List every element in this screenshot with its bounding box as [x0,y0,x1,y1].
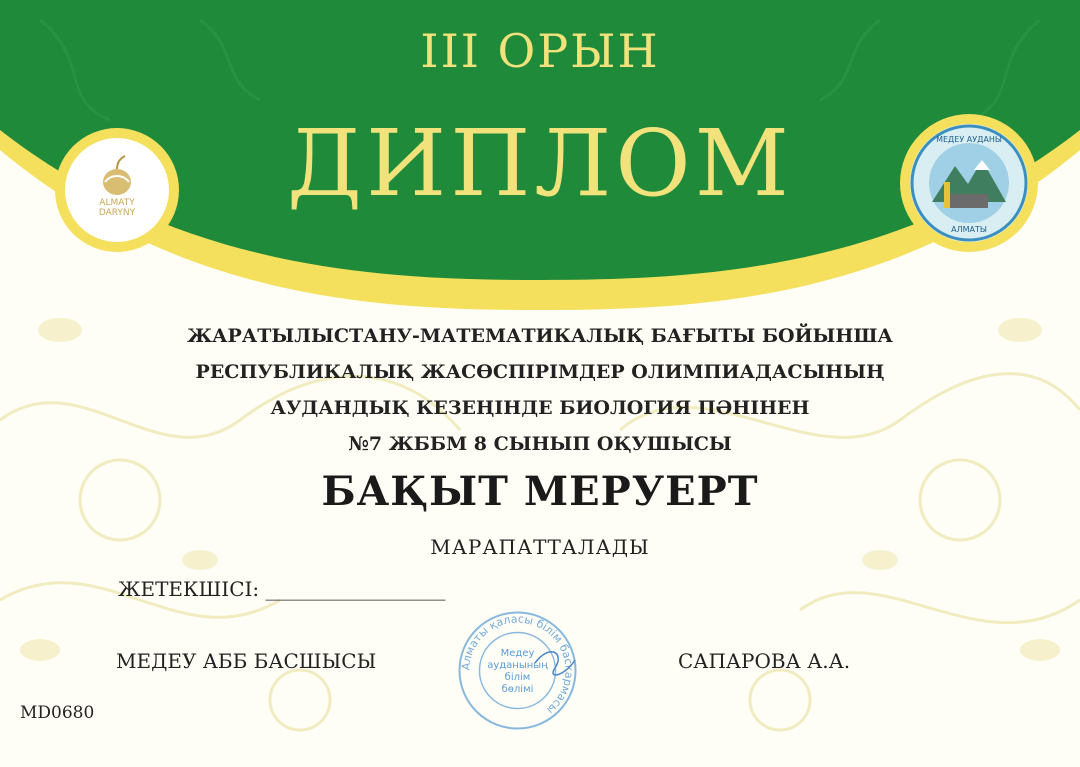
supervisor-line: ЖЕТЕКШІСІ: __________________ [118,577,446,601]
recipient-name: БАҚЫТ МЕРУЕРТ [321,468,759,515]
description-line-3: АУДАНДЫҚ КЕЗЕҢІНДЕ БИОЛОГИЯ ПӘНІНЕН [270,397,810,419]
medeu-district-emblem [900,114,1038,252]
svg-text:білім: білім [504,672,531,683]
mountain-emblem-icon [910,124,1028,242]
svg-text:АЛМАТЫ: АЛМАТЫ [951,225,987,234]
logo-caption [65,198,169,218]
description-line-4: №7 ЖББМ 8 СЫНЫП ОҚУШЫСЫ [348,433,732,455]
serial-number: MD0680 [20,703,95,723]
apple-icon [65,144,169,204]
diploma-rank: III ОРЫН [420,24,660,78]
diploma-title: ДИПЛОМ [287,110,793,217]
awarded-text: МАРАПАТТАЛАДЫ [430,535,650,559]
logo-line-2: DARYNY [98,208,136,218]
logo-line-1: ALMATY [99,198,135,208]
svg-text:Медеу: Медеу [500,648,535,659]
award-description [100,318,980,462]
head-name: САПАРОВА А.А. [678,649,851,673]
description-line-1: ЖАРАТЫЛЫСТАНУ-МАТЕМАТИКАЛЫҚ БАҒЫТЫ БОЙЫНША [187,325,893,347]
svg-text:бөлімі: бөлімі [501,684,534,695]
head-title: МЕДЕУ АББ БАСШЫСЫ [116,649,377,673]
description-line-2: РЕСПУБЛИКАЛЫҚ ЖАСӨСПІРІМДЕР ОЛИМПИАДАСЫНЫҢ [195,361,885,383]
svg-text:МЕДЕУ АУДАНЫ: МЕДЕУ АУДАНЫ [936,135,1002,144]
official-stamp [455,608,580,733]
svg-text:ауданының: ауданының [487,660,548,671]
almaty-daryny-logo [55,128,179,252]
svg-text:Алматы қаласы білім басқармасы: Алматы қаласы білім басқармасы [459,612,576,717]
